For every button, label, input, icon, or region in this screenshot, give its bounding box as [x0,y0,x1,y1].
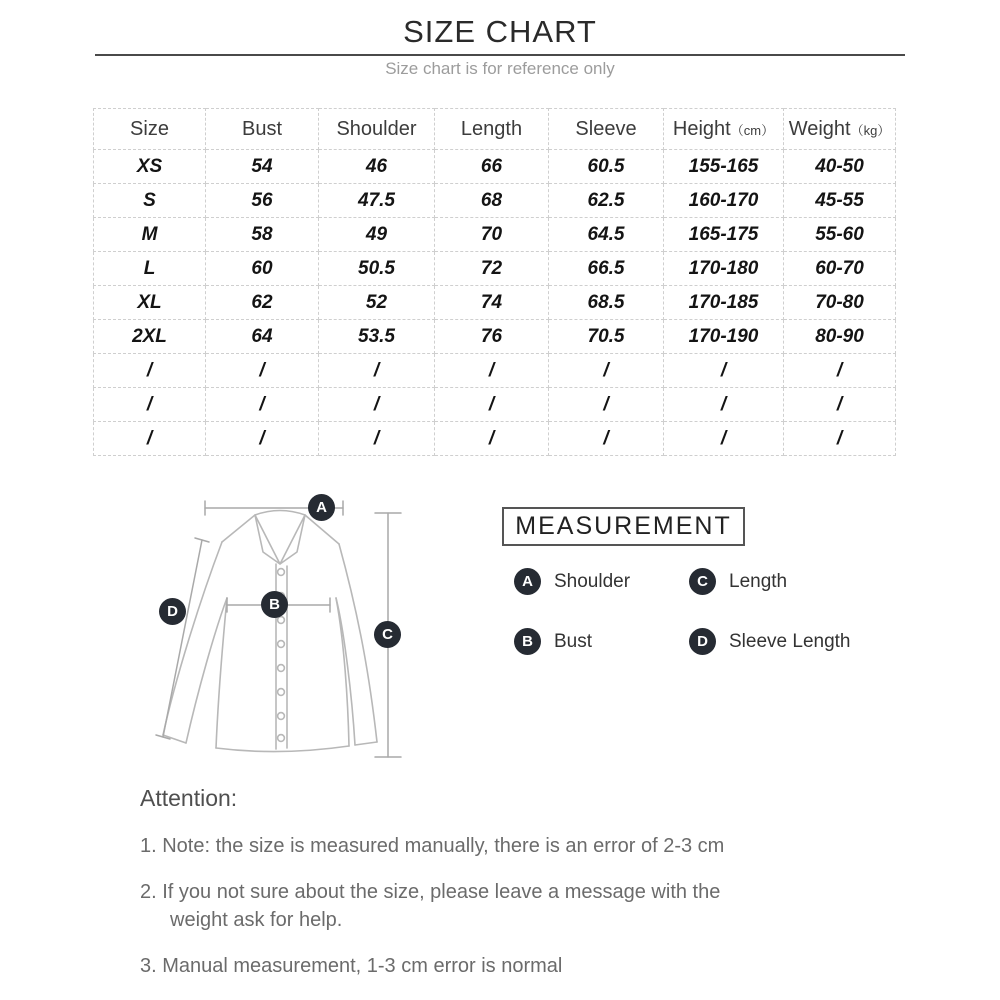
column-header: Bust [206,109,319,150]
hem-line [216,746,349,752]
marker-a-badge: A [308,494,335,521]
table-cell: / [319,388,435,422]
note-line: weight ask for help. [170,909,343,931]
table-row [94,252,896,286]
table-header-row [94,109,896,150]
table-cell: 45-55 [784,184,896,218]
table-cell: / [549,422,664,456]
marker-b-badge: B [261,591,288,618]
table-cell: 62.5 [549,184,664,218]
table-cell: / [206,388,319,422]
button [278,665,285,672]
page-subtitle: Size chart is for reference only [385,59,615,78]
legend-label: Bust [554,630,593,652]
table-cell: 70-80 [784,286,896,320]
table-cell: M [94,218,206,252]
table-cell: XL [94,286,206,320]
table-cell: 165-175 [664,218,784,252]
column-header: Length [435,109,549,150]
left-shoulder-line [222,515,255,542]
table-cell: / [784,388,896,422]
legend-c-badge: C [689,568,716,595]
table-cell: 60 [206,252,319,286]
table-row [94,354,896,388]
table-cell: 56 [206,184,319,218]
attention-note-1 [140,832,885,860]
legend-item-sleeve-length [689,628,851,655]
collar-left-flap [255,515,280,564]
table-cell: 49 [319,218,435,252]
legend-label: Length [729,570,788,592]
attention-note-2 [140,878,885,934]
table-cell: 54 [206,150,319,184]
measurement-box-title: MEASUREMENT [502,507,745,546]
column-header-unit: （cm） [730,122,775,138]
table-cell: / [784,354,896,388]
table-cell: 160-170 [664,184,784,218]
button [278,735,285,742]
left-cuff-line [163,735,186,743]
table-cell: 55-60 [784,218,896,252]
table-cell: / [94,422,206,456]
legend-b-badge: B [514,628,541,655]
table-row [94,184,896,218]
legend-a-badge: A [514,568,541,595]
table-cell: 72 [435,252,549,286]
column-header-unit: （kg） [850,122,891,138]
table-row [94,388,896,422]
table-cell: 60.5 [549,150,664,184]
legend-item-shoulder [514,568,630,595]
table-cell: 64.5 [549,218,664,252]
legend-item-bust [514,628,592,655]
note-line: 1. Note: the size is measured manually, there is an error of 2-3 cm [140,835,725,857]
column-header: Weight（kg） [784,109,896,150]
table-cell: 76 [435,320,549,354]
table-cell: 53.5 [319,320,435,354]
table-cell: / [319,422,435,456]
table-cell: 70 [435,218,549,252]
note-line: 3. Manual measurement, 1-3 cm error is normal [140,955,563,977]
table-cell: 47.5 [319,184,435,218]
table-cell: 170-185 [664,286,784,320]
table-row [94,218,896,252]
table-cell: 66.5 [549,252,664,286]
table-cell: / [664,388,784,422]
table-cell: 70.5 [549,320,664,354]
table-cell: / [94,388,206,422]
table-cell: 64 [206,320,319,354]
body-right-line [336,598,349,746]
marker-c-badge: C [374,621,401,648]
sleeve-measure-line [163,540,202,737]
table-cell: 66 [435,150,549,184]
button [278,713,285,720]
table-cell: / [206,422,319,456]
table-row [94,286,896,320]
table-cell: / [435,422,549,456]
table-cell: 2XL [94,320,206,354]
table-cell: S [94,184,206,218]
table-cell: / [549,388,664,422]
table-row [94,320,896,354]
table-cell: 68 [435,184,549,218]
table-cell: 58 [206,218,319,252]
table-cell: 52 [319,286,435,320]
table-cell: / [319,354,435,388]
body-left-line [216,598,227,748]
table-cell: 46 [319,150,435,184]
table-cell: 60-70 [784,252,896,286]
attention-section [140,785,885,998]
column-header: Shoulder [319,109,435,150]
table-cell: / [435,354,549,388]
button [278,617,285,624]
table-cell: 155-165 [664,150,784,184]
table-cell: XS [94,150,206,184]
table-cell: 40-50 [784,150,896,184]
table-cell: / [664,422,784,456]
table-cell: / [435,388,549,422]
table-cell: 80-90 [784,320,896,354]
button [278,569,285,576]
table-cell: 50.5 [319,252,435,286]
size-table [93,108,896,456]
title-divider [95,54,905,56]
button [278,641,285,648]
legend-d-badge: D [689,628,716,655]
right-cuff-line [355,742,377,745]
table-row [94,150,896,184]
attention-note-3 [140,952,885,980]
note-line: 2. If you not sure about the size, please leave a message with the [140,881,721,903]
table-cell: 170-180 [664,252,784,286]
table-cell: / [206,354,319,388]
collar-right-flap [280,515,305,564]
table-cell: / [784,422,896,456]
legend-item-length [689,568,787,595]
column-header: Height（cm） [664,109,784,150]
button [278,689,285,696]
column-header: Size [94,109,206,150]
marker-d-badge: D [159,598,186,625]
page-title: SIZE CHART [403,14,597,49]
table-cell: / [94,354,206,388]
column-header: Sleeve [549,109,664,150]
attention-heading: Attention: [140,785,238,811]
table-cell: 68.5 [549,286,664,320]
legend-label: Shoulder [554,570,631,592]
table-cell: 170-190 [664,320,784,354]
table-cell: / [549,354,664,388]
legend-label: Sleeve Length [729,630,851,652]
table-cell: 74 [435,286,549,320]
table-cell: L [94,252,206,286]
table-row [94,422,896,456]
table-cell: 62 [206,286,319,320]
table-cell: / [664,354,784,388]
collar-top-line [255,511,305,516]
